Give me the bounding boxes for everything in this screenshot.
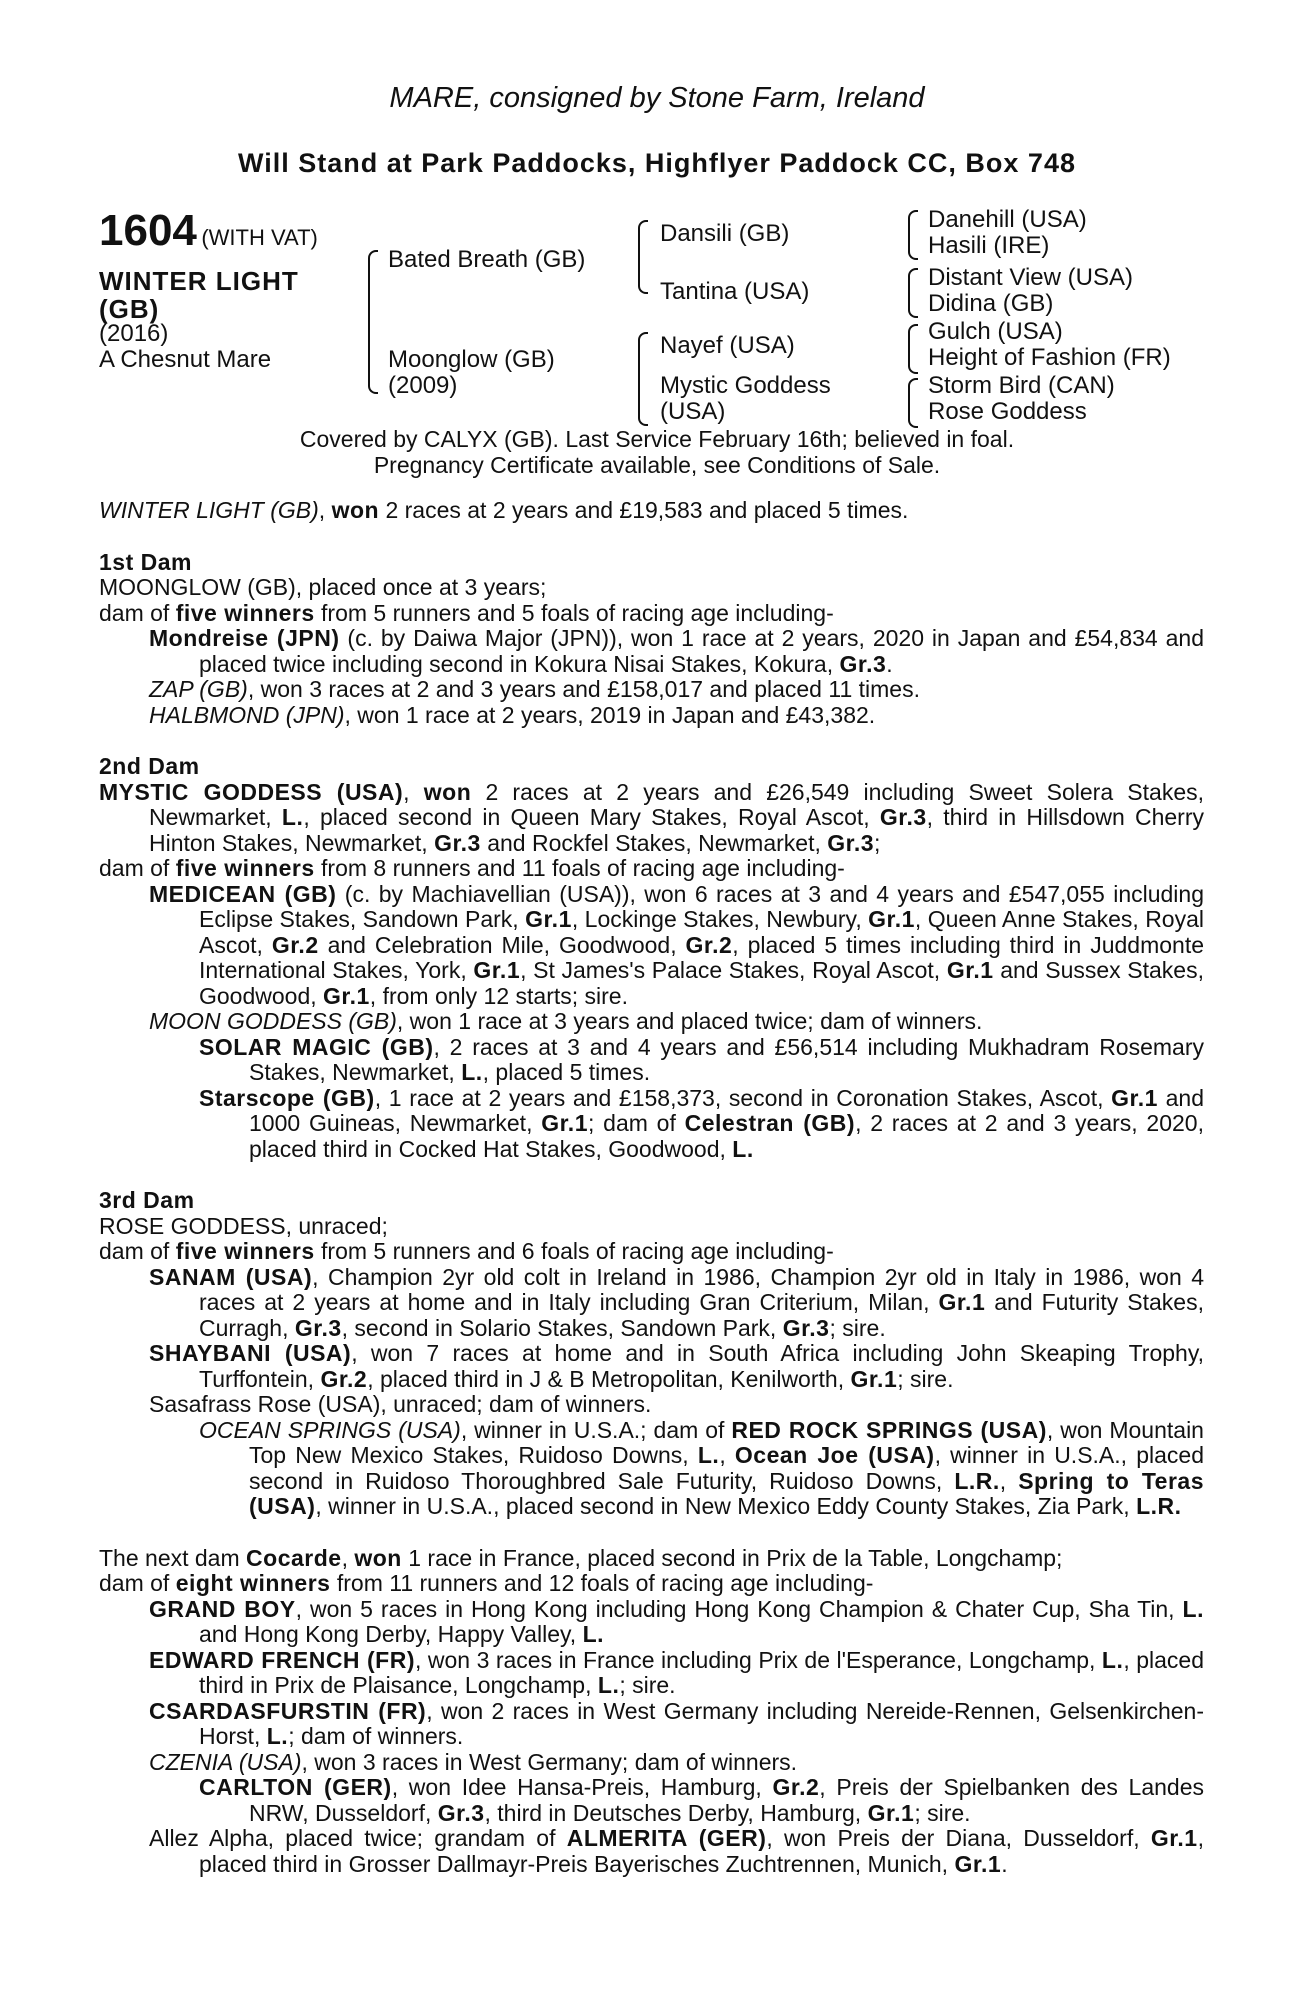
list-item: SANAM (USA), Champion 2yr old colt in Ireland in 1986, Champion 2yr old in Italy in 1986, won 4 races at 2 years at home and in Italy including Gran Criterium, Milan, Gr.1 and Futurity Stakes, Curragh, Gr.3, second in Solario Stakes, Sandown Park, Gr.3; sire. xyxy=(149,1263,1204,1341)
list-item: CARLTON (GER), won Idee Hansa-Preis, Hamburg, Gr.2, Preis der Spielbanken des Landes NRW, Dusseldorf, Gr.3, third in Deutsches Derby, Hamburg, Gr.1; sire. xyxy=(199,1774,1205,1826)
next-dam-produce: dam of eight winners from 11 runners and 12 foals of racing age including- xyxy=(99,1570,874,1596)
list-item: CSARDASFURSTIN (FR), won 2 races in West Germany including Nereide-Rennen, Gelsenkirchen-Horst, L.; dam of winners. xyxy=(149,1697,1204,1749)
list-item: MOON GODDESS (GB), won 1 race at 3 years and placed twice; dam of winners. xyxy=(149,1008,983,1034)
consignor-title: MARE, consigned by Stone Farm, Ireland xyxy=(389,82,925,114)
list-item: GRAND BOY, won 5 races in Hong Kong including Hong Kong Champion & Chater Cup, Sha Tin, L. and Hong Kong Derby, Happy Valley, L. xyxy=(149,1595,1204,1647)
lot-number-row xyxy=(99,206,318,256)
list-item: SHAYBANI (USA), won 7 races at home and in South Africa including John Skeaping Trophy, Turffontein, Gr.2, placed third in J & B Metropolitan, Kenilworth, Gr.1; sire. xyxy=(149,1340,1205,1392)
ssd: Hasili (IRE) xyxy=(928,232,1050,259)
sdd: Didina (GB) xyxy=(928,290,1054,317)
dsd: Height of Fashion (FR) xyxy=(928,344,1171,371)
pedigree-brace-2b xyxy=(638,332,648,426)
third-dam-produce: dam of five winners from 5 runners and 6 foals of racing age including- xyxy=(99,1238,834,1264)
second-dam-line: MYSTIC GODDESS (USA), won 2 races at 2 years and £26,549 including Sweet Solera Stakes, Newmarket, L., placed second in Queen Mary Stakes, Royal Ascot, Gr.3, third in Hillsdown Cherry Hinton Stakes, Newmarket, Gr.3 and Rockfel Stakes, Newmarket, Gr.3; xyxy=(99,778,1204,856)
list-item: OCEAN SPRINGS (USA), winner in U.S.A.; dam of RED ROCK SPRINGS (USA), won Mountain Top New Mexico Stakes, Ruidoso Downs, L., Ocean Joe (USA), winner in U.S.A., placed second in Ruidoso Thoroughbred Sale Futurity, Ruidoso Downs, L.R., Spring to Teras (USA), winner in U.S.A., placed second in New Mexico Eddy County Stakes, Zia Park, L.R. xyxy=(199,1416,1205,1519)
list-item: Sasafrass Rose (USA), unraced; dam of winners. xyxy=(149,1391,652,1417)
pedigree-brace-1 xyxy=(368,250,378,394)
list-item: EDWARD FRENCH (FR), won 3 races in France including Prix de l'Esperance, Longchamp, L., placed third in Prix de Plaisance, Longchamp, L.; sire. xyxy=(149,1646,1205,1698)
lot-number: 1604 xyxy=(99,206,197,255)
sire-dam: Tantina (USA) xyxy=(660,278,810,305)
sire: Bated Breath (GB) xyxy=(388,246,586,273)
pregnancy-line: Pregnancy Certificate available, see Conditions of Sale. xyxy=(373,452,941,478)
dam-year: (2009) xyxy=(388,372,458,399)
dds: Storm Bird (CAN) xyxy=(928,372,1115,399)
first-dam-heading: 1st Dam xyxy=(99,548,192,575)
stand-location: Will Stand at Park Paddocks, Highflyer Paddock CC, Box 748 xyxy=(238,148,1076,178)
second-dam-heading: 2nd Dam xyxy=(99,753,200,779)
dam-dam-country: (USA) xyxy=(660,398,726,425)
dam-sire: Nayef (USA) xyxy=(660,332,795,359)
first-dam-line: MOONGLOW (GB), placed once at 3 years; xyxy=(99,574,547,600)
third-dam-heading: 3rd Dam xyxy=(99,1187,195,1213)
dam: Moonglow (GB) xyxy=(388,346,555,373)
dam-dam: Mystic Goddess xyxy=(660,372,831,399)
second-dam-produce: dam of five winners from 8 runners and 11 foals of racing age including- xyxy=(99,855,845,881)
list-item: MEDICEAN (GB) (c. by Machiavellian (USA)), won 6 races at 3 and 4 years and £547,055 including Eclipse Stakes, Sandown Park, Gr.1, Lockinge Stakes, Newbury, Gr.1, Queen Anne Stakes, Royal Ascot, Gr.2 and Celebration Mile, Goodwood, Gr.2, placed 5 times including third in Juddmonte International Stakes, York, Gr.1, St James's Palace Stakes, Royal Ascot, Gr.1 and Sussex Stakes, Goodwood, Gr.1, from only 12 starts; sire. xyxy=(149,880,1205,1009)
pedigree-brace-3b xyxy=(908,268,918,318)
ddd: Rose Goddess xyxy=(928,398,1087,425)
sss: Danehill (USA) xyxy=(928,206,1087,233)
list-item: SOLAR MAGIC (GB), 2 races at 3 and 4 years and £56,514 including Mukhadram Rosemary Stakes, Newmarket, L., placed 5 times. xyxy=(199,1033,1205,1085)
pedigree-body xyxy=(99,498,1204,1877)
pedigree-brace-3c xyxy=(908,324,918,374)
first-dam-produce: dam of five winners from 5 runners and 5 foals of racing age including- xyxy=(99,599,834,626)
horse-name: WINTER LIGHT xyxy=(99,266,299,296)
next-dam-line: The next dam Cocarde, won 1 race in France, placed second in Prix de la Table, Longchamp; xyxy=(99,1544,1063,1571)
racing-record: WINTER LIGHT (GB), won 2 races at 2 years and £19,583 and placed 5 times. xyxy=(99,497,909,523)
list-item: Mondreise (JPN) (c. by Daiwa Major (JPN)), won 1 race at 2 years, 2020 in Japan and £54,834 and placed twice including second in Kokura Nisai Stakes, Kokura, Gr.3. xyxy=(149,625,1204,677)
horse-country: (GB) xyxy=(99,294,160,324)
covered-line: Covered by CALYX (GB). Last Service February 16th; believed in foal. xyxy=(299,426,1015,452)
foaling-year: (2016) xyxy=(99,320,169,347)
horse-description: A Chesnut Mare xyxy=(99,346,272,373)
list-item: Allez Alpha, placed twice; grandam of ALMERITA (GER), won Preis der Diana, Dusseldorf, Gr.1, placed third in Grosser Dallmayr-Preis Bayerisches Zuchtrennen, Munich, Gr.1. xyxy=(149,1825,1204,1877)
vat-note: (WITH VAT) xyxy=(201,225,318,250)
list-item: CZENIA (USA), won 3 races in West Germany; dam of winners. xyxy=(149,1748,798,1775)
dss: Gulch (USA) xyxy=(928,318,1063,345)
pedigree-brace-3d xyxy=(908,378,918,428)
list-item: Starscope (GB), 1 race at 2 years and £158,373, second in Coronation Stakes, Ascot, Gr.1 and 1000 Guineas, Newmarket, Gr.1; dam of Celestran (GB), 2 races at 2 and 3 years, 2020, placed third in Cocked Hat Stakes, Goodwood, L. xyxy=(199,1084,1204,1162)
sds: Distant View (USA) xyxy=(928,264,1133,291)
list-item: HALBMOND (JPN), won 1 race at 2 years, 2019 in Japan and £43,382. xyxy=(149,701,876,728)
pedigree-brace-3a xyxy=(908,210,918,260)
list-item: ZAP (GB), won 3 races at 2 and 3 years and £158,017 and placed 11 times. xyxy=(149,676,920,702)
sire-sire: Dansili (GB) xyxy=(660,220,790,247)
pedigree-brace-2a xyxy=(638,220,648,294)
third-dam-line: ROSE GODDESS, unraced; xyxy=(99,1212,388,1239)
